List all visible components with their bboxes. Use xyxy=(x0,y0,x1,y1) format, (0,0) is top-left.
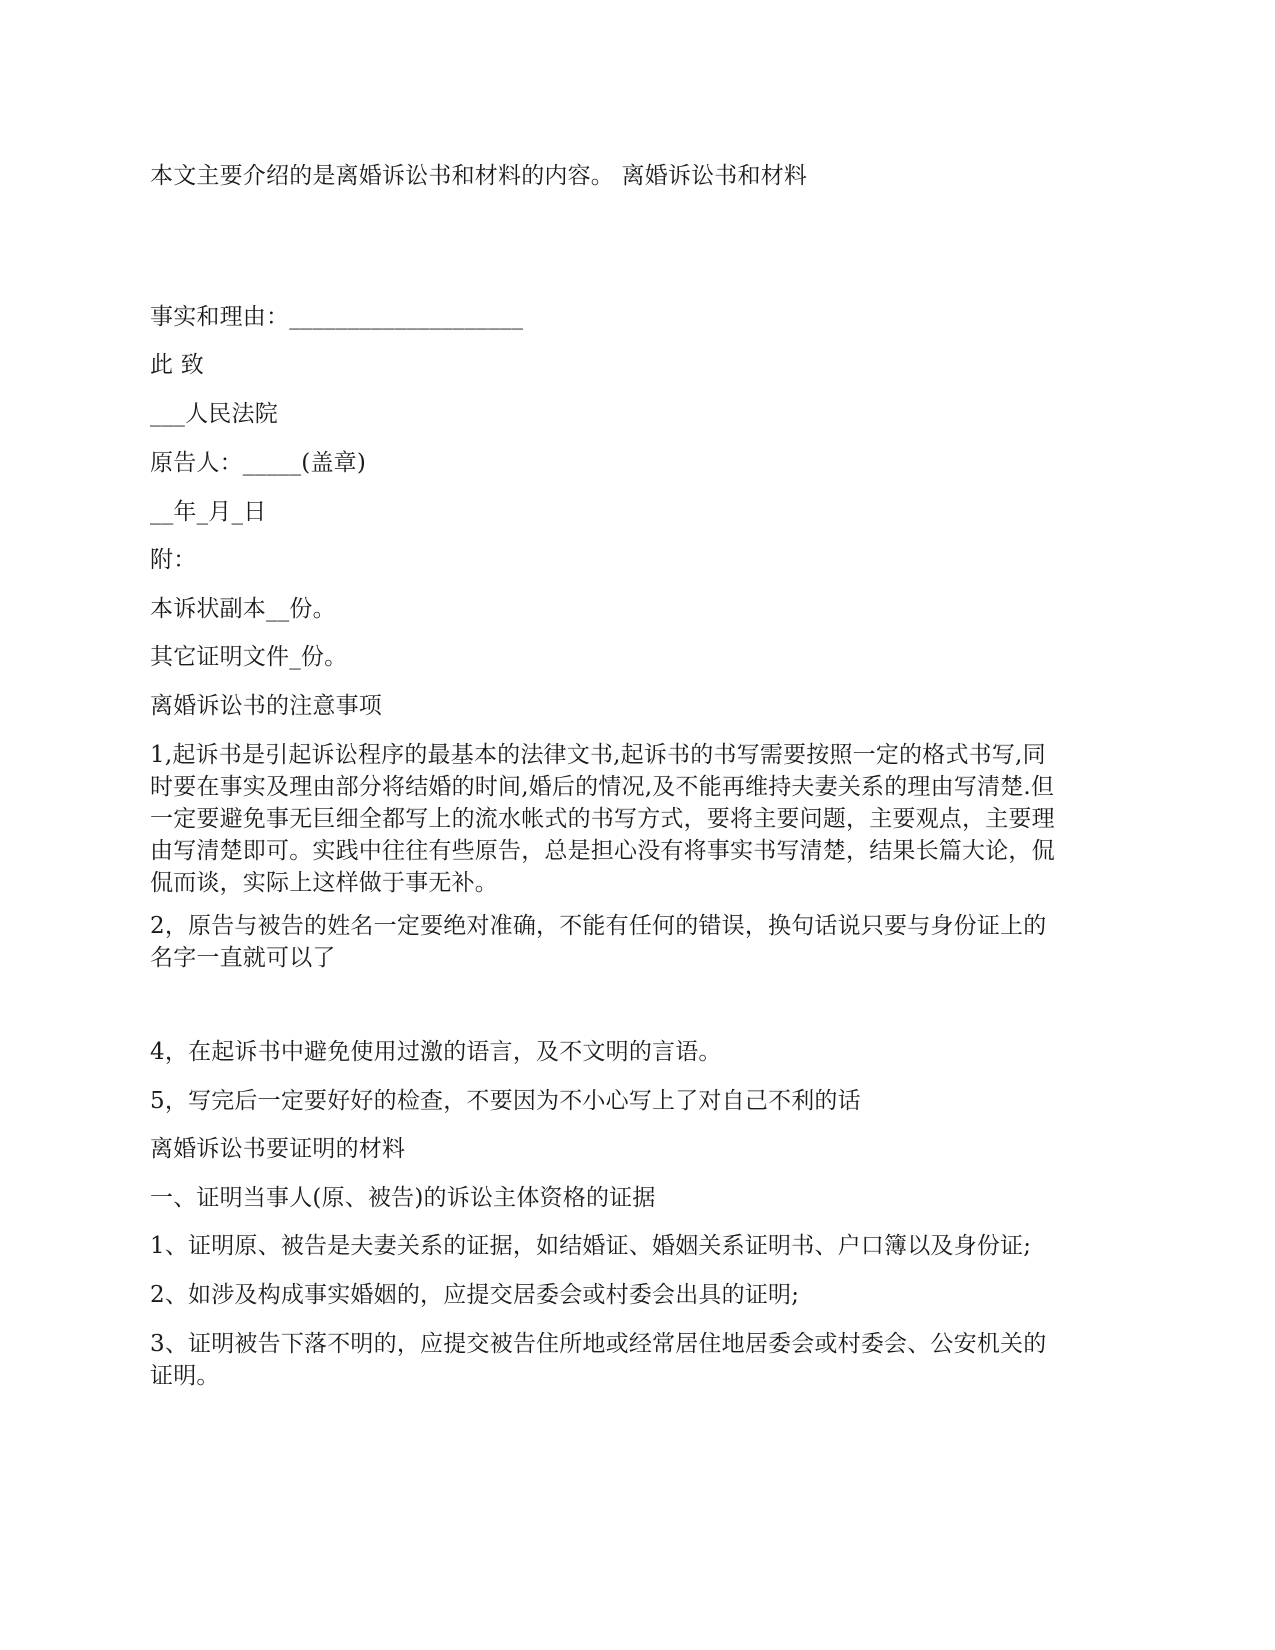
item-3-line: 3、证明被告下落不明的，应提交被告住所地或经常居住地居委会或村委会、公安机关的 xyxy=(150,1331,1047,1357)
section-1-heading: 一、证明当事人(原、被告)的诉讼主体资格的证据 xyxy=(150,1185,656,1211)
notes-heading: 离婚诉讼书的注意事项 xyxy=(150,693,382,719)
date-line: __年_月_日 xyxy=(150,499,267,525)
note-1-paragraph xyxy=(150,739,1130,899)
note-5-text: 5，写完后一定要好好的检查，不要因为不小心写上了对自己不利的话 xyxy=(150,1088,861,1114)
copies-line: 本诉状副本__份。 xyxy=(150,596,336,622)
item-1-text: 1、证明原、被告是夫妻关系的证据，如结婚证、婚姻关系证明书、户口簿以及身份证; xyxy=(150,1233,1032,1259)
note-4-text: 4，在起诉书中避免使用过激的语言，及不文明的言语。 xyxy=(150,1039,722,1065)
note-1-line: 侃而谈，实际上这样做于事无补。 xyxy=(150,870,498,896)
facts-reasons-line: 事实和理由：____________________ xyxy=(150,304,524,330)
note-2-line: 名字一直就可以了 xyxy=(150,945,336,971)
item-3-paragraph xyxy=(150,1328,1130,1392)
item-3-line: 证明。 xyxy=(150,1363,220,1389)
attachment-label: 附： xyxy=(150,547,197,573)
item-2-text: 2、如涉及构成事实婚姻的，应提交居委会或村委会出具的证明; xyxy=(150,1282,800,1308)
note-1-line: 时要在事实及理由部分将结婚的时间,婚后的情况,及不能再维持夫妻关系的理由写清楚.但 xyxy=(150,774,1055,800)
plaintiff-signature-line: 原告人：_____(盖章) xyxy=(150,450,367,476)
note-1-line: 由写清楚即可。实践中往往有些原告，总是担心没有将事实书写清楚，结果长篇大论，侃 xyxy=(150,838,1055,864)
note-1-line: 一定要避免事无巨细全都写上的流水帐式的书写方式，要将主要问题，主要观点，主要理 xyxy=(150,806,1055,832)
other-documents-line: 其它证明文件_份。 xyxy=(150,644,348,670)
intro-text: 本文主要介绍的是离婚诉讼书和材料的内容。 离婚诉讼书和材料 xyxy=(150,163,808,189)
note-2-paragraph xyxy=(150,910,1130,974)
materials-heading: 离婚诉讼书要证明的材料 xyxy=(150,1136,406,1162)
salutation-text: 此 致 xyxy=(150,352,204,378)
court-line: ___人民法院 xyxy=(150,401,278,427)
note-2-line: 2，原告与被告的姓名一定要绝对准确，不能有任何的错误，换句话说只要与身份证上的 xyxy=(150,913,1047,939)
note-1-line: 1,起诉书是引起诉讼程序的最基本的法律文书,起诉书的书写需要按照一定的格式书写,同 xyxy=(150,742,1046,768)
